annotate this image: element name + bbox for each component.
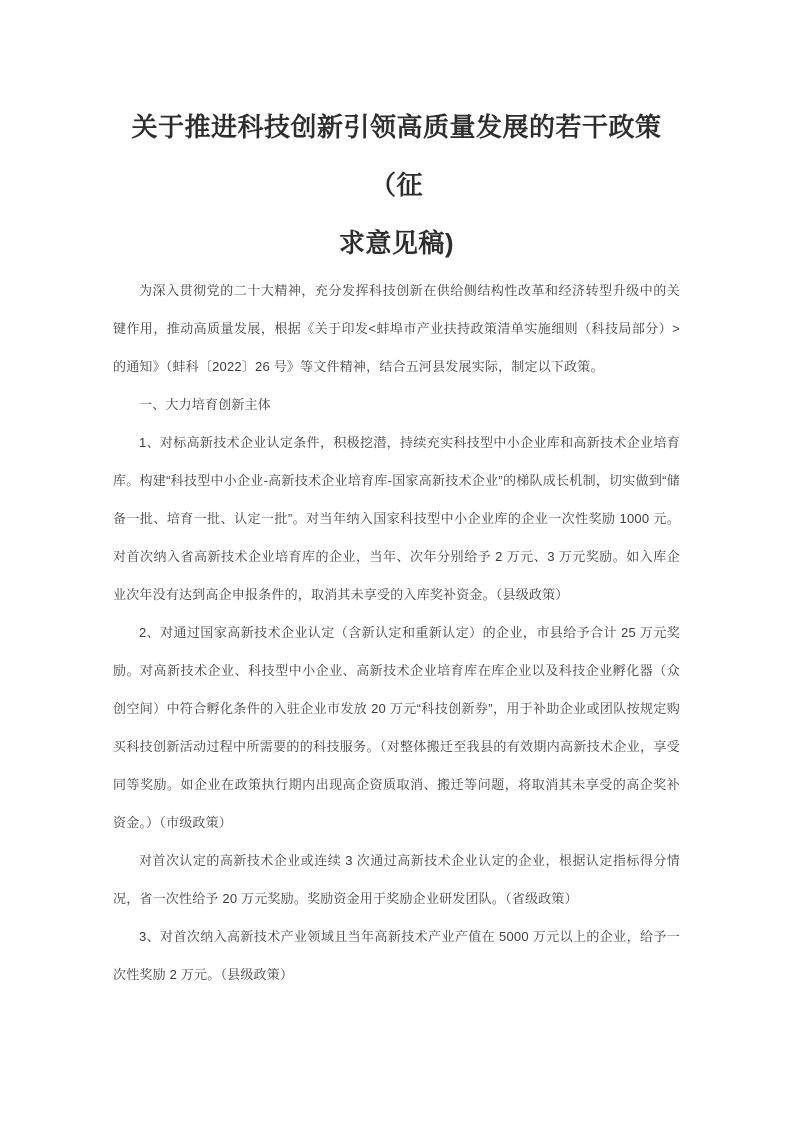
paragraph-item-2-supplement: 对首次认定的高新技术企业或连续 3 次通过高新技术企业认定的企业，根据认定指标得分情况，省一次性给予 20 万元奖励。奖励资金用于奖励企业研发团队。（省级政策） — [113, 853, 680, 906]
section-heading-1: 一、大力培育创新主体 — [139, 397, 272, 412]
document-title — [113, 98, 680, 272]
document-title-line-1: 关于推进科技创新引领高质量发展的若干政策（征 — [131, 112, 662, 200]
paragraph-item-3: 3、对首次纳入高新技术产业领域且当年高新技术产业产值在 5000 万元以上的企业，给予一次性奖励 2 万元。（县级政策） — [113, 929, 680, 982]
paragraph-item-1: 1、对标高新技术企业认定条件，积极挖潜，持续充实科技型中小企业库和高新技术企业培育库。构建“科技型中小企业-高新技术企业培育库-国家高新技术企业”的梯队成长机制，切实做到“储备一批、培育一批、认定一批”。对当年纳入国家科技型中小企业库的企业一次性奖励 1000 元。对首次纳入省高新技术企业培育库的企业，当年、次年分别给予 2 万元、3 万元奖励。如入库企业次年没有达到高企申报条件的，取消其未享受的入库奖补资金。（县级政策） — [113, 435, 680, 602]
document-title-line-2: 求意见稿) — [338, 228, 455, 258]
document-body — [113, 272, 680, 994]
paragraph-item-2: 2、对通过国家高新技术企业认定（含新认定和重新认定）的企业，市县给予合计 25 万元奖励。对高新技术企业、科技型中小企业、高新技术企业培育库在库企业以及科技企业孵化器（众创空间）中符合孵化条件的入驻企业市发放 20 万元“科技创新券”，用于补助企业或团队按规定购买科技创新活动过程中所需要的的科技服务。（对整体搬迁至我县的有效期内高新技术企业，享受同等奖励。如企业在政策执行期内出现高企资质取消、搬迁等问题，将取消其未享受的高企奖补资金。）（市级政策） — [113, 625, 680, 830]
paragraph-intro: 为深入贯彻党的二十大精神，充分发挥科技创新在供给侧结构性改革和经济转型升级中的关键作用，推动高质量发展，根据《关于印发<蚌埠市产业扶持政策清单实施细则（科技局部分）>的通知》（蚌科〔2022〕26 号》等文件精神，结合五河县发展实际，制定以下政策。 — [113, 283, 680, 374]
